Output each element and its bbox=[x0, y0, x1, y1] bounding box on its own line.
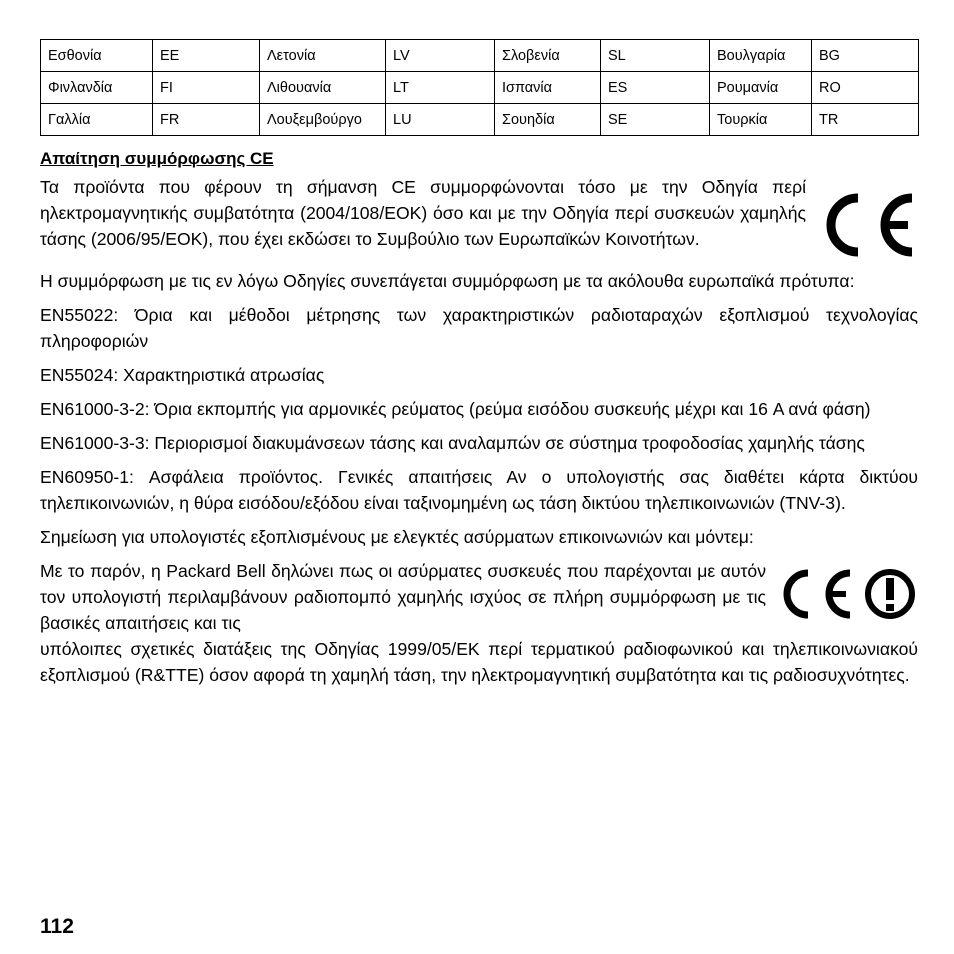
country-name-cell: Φινλανδία bbox=[41, 72, 153, 104]
country-code-cell: LU bbox=[386, 104, 495, 136]
country-name-cell: Λιθουανία bbox=[260, 72, 386, 104]
ce-intro-block bbox=[40, 174, 918, 260]
country-code-cell: SE bbox=[601, 104, 710, 136]
paragraph-ce-directives: Τα προϊόντα που φέρουν τη σήμανση CE συμμορφώνονται τόσο με την Οδηγία περί ηλεκτρομαγνητικής συμβατότητα (2004/108/ΕΟΚ) όσο και με την Οδηγία περί συσκευών χαμηλής τάσης (2006/95/ΕΟΚ), που έχει εκδώσει το Συμβούλιο των Ευρωπαϊκών Κοινοτήτων. bbox=[40, 177, 806, 249]
country-name-cell: Ρουμανία bbox=[710, 72, 812, 104]
country-code-cell: RO bbox=[812, 72, 919, 104]
country-name-cell: Τουρκία bbox=[710, 104, 812, 136]
table-row bbox=[41, 40, 919, 72]
table-row bbox=[41, 72, 919, 104]
country-name-cell: Λουξεμβούργο bbox=[260, 104, 386, 136]
country-code-cell: ES bbox=[601, 72, 710, 104]
paragraph-en61000-3-3: EN61000-3-3: Περιορισμοί διακυμάνσεων τάσης και αναλαμπών σε σύστημα τροφοδοσίας χαμηλής τάσης bbox=[40, 433, 865, 453]
country-code-cell: FI bbox=[153, 72, 260, 104]
country-code-cell: TR bbox=[812, 104, 919, 136]
paragraph-en61000-3-2: EN61000-3-2: Όρια εκπομπής για αρμονικές ρεύματος (ρεύμα εισόδου συσκευής μέχρι και 16 A ανά φάση) bbox=[40, 399, 871, 419]
paragraph-rtte-continued: υπόλοιπες σχετικές διατάξεις της Οδηγίας 1999/05/ΕΚ περί τερματικού ραδιοφωνικού και τηλεπικοινωνιακού εξοπλισμού (R&TTE) όσον αφορά τη χαμηλή τάση, την ηλεκτρομαγνητική συμβατότητα και τις ραδιοσυχνότητες. bbox=[40, 639, 918, 685]
country-name-cell: Βουλγαρία bbox=[710, 40, 812, 72]
document-page bbox=[40, 39, 918, 688]
section-title: Απαίτηση συμμόρφωσης CE bbox=[40, 149, 274, 168]
paragraph-en55024: EN55024: Χαρακτηριστικά ατρωσίας bbox=[40, 365, 325, 385]
country-code-cell: EE bbox=[153, 40, 260, 72]
country-code-table bbox=[40, 39, 919, 136]
country-code-cell: LT bbox=[386, 72, 495, 104]
paragraph-wireless-note: Σημείωση για υπολογιστές εξοπλισμένους με ελεγκτές ασύρματων επικοινωνιών και μόντεμ: bbox=[40, 527, 754, 547]
country-code-cell: BG bbox=[812, 40, 919, 72]
country-code-cell: FR bbox=[153, 104, 260, 136]
country-code-cell: SL bbox=[601, 40, 710, 72]
country-name-cell: Σουηδία bbox=[495, 104, 601, 136]
table-row bbox=[41, 104, 919, 136]
country-name-cell: Εσθονία bbox=[41, 40, 153, 72]
paragraph-compliance: Η συμμόρφωση με τις εν λόγω Οδηγίες συνεπάγεται συμμόρφωση με τα ακόλουθα ευρωπαϊκά πρότυπα: bbox=[40, 271, 855, 291]
rtte-block bbox=[40, 558, 918, 636]
paragraph-rtte-declaration: Με το παρόν, η Packard Bell δηλώνει πως οι ασύρματες συσκευές που παρέχονται με αυτόν τον υπολογιστή περιλαμβάνουν ραδιοπομπό χαμηλής ισχύος σε πλήρη συμμόρφωση με τις βασικές απαιτήσεις και τις bbox=[40, 561, 766, 633]
country-name-cell: Ισπανία bbox=[495, 72, 601, 104]
country-name-cell: Λετονία bbox=[260, 40, 386, 72]
country-name-cell: Γαλλία bbox=[41, 104, 153, 136]
paragraph-en60950-1: EN60950-1: Ασφάλεια προϊόντος. Γενικές απαιτήσεις Αν ο υπολογιστής σας διαθέτει κάρτα δικτύου τηλεπικοινωνιών, η θύρα εισόδου/εξόδου είναι ταξινομημένη ως τάση δικτύου τηλεπικοινωνιών (TNV-3). bbox=[40, 467, 918, 513]
ce-alert-mark-icon bbox=[778, 566, 918, 622]
page-number: 112 bbox=[40, 915, 74, 938]
country-name-cell: Σλοβενία bbox=[495, 40, 601, 72]
paragraph-en55022: EN55022: Όρια και μέθοδοι μέτρησης των χαρακτηριστικών ραδιοταραχών εξοπλισμού τεχνολογίας πληροφοριών bbox=[40, 305, 918, 351]
ce-mark-icon bbox=[818, 190, 918, 260]
country-code-cell: LV bbox=[386, 40, 495, 72]
